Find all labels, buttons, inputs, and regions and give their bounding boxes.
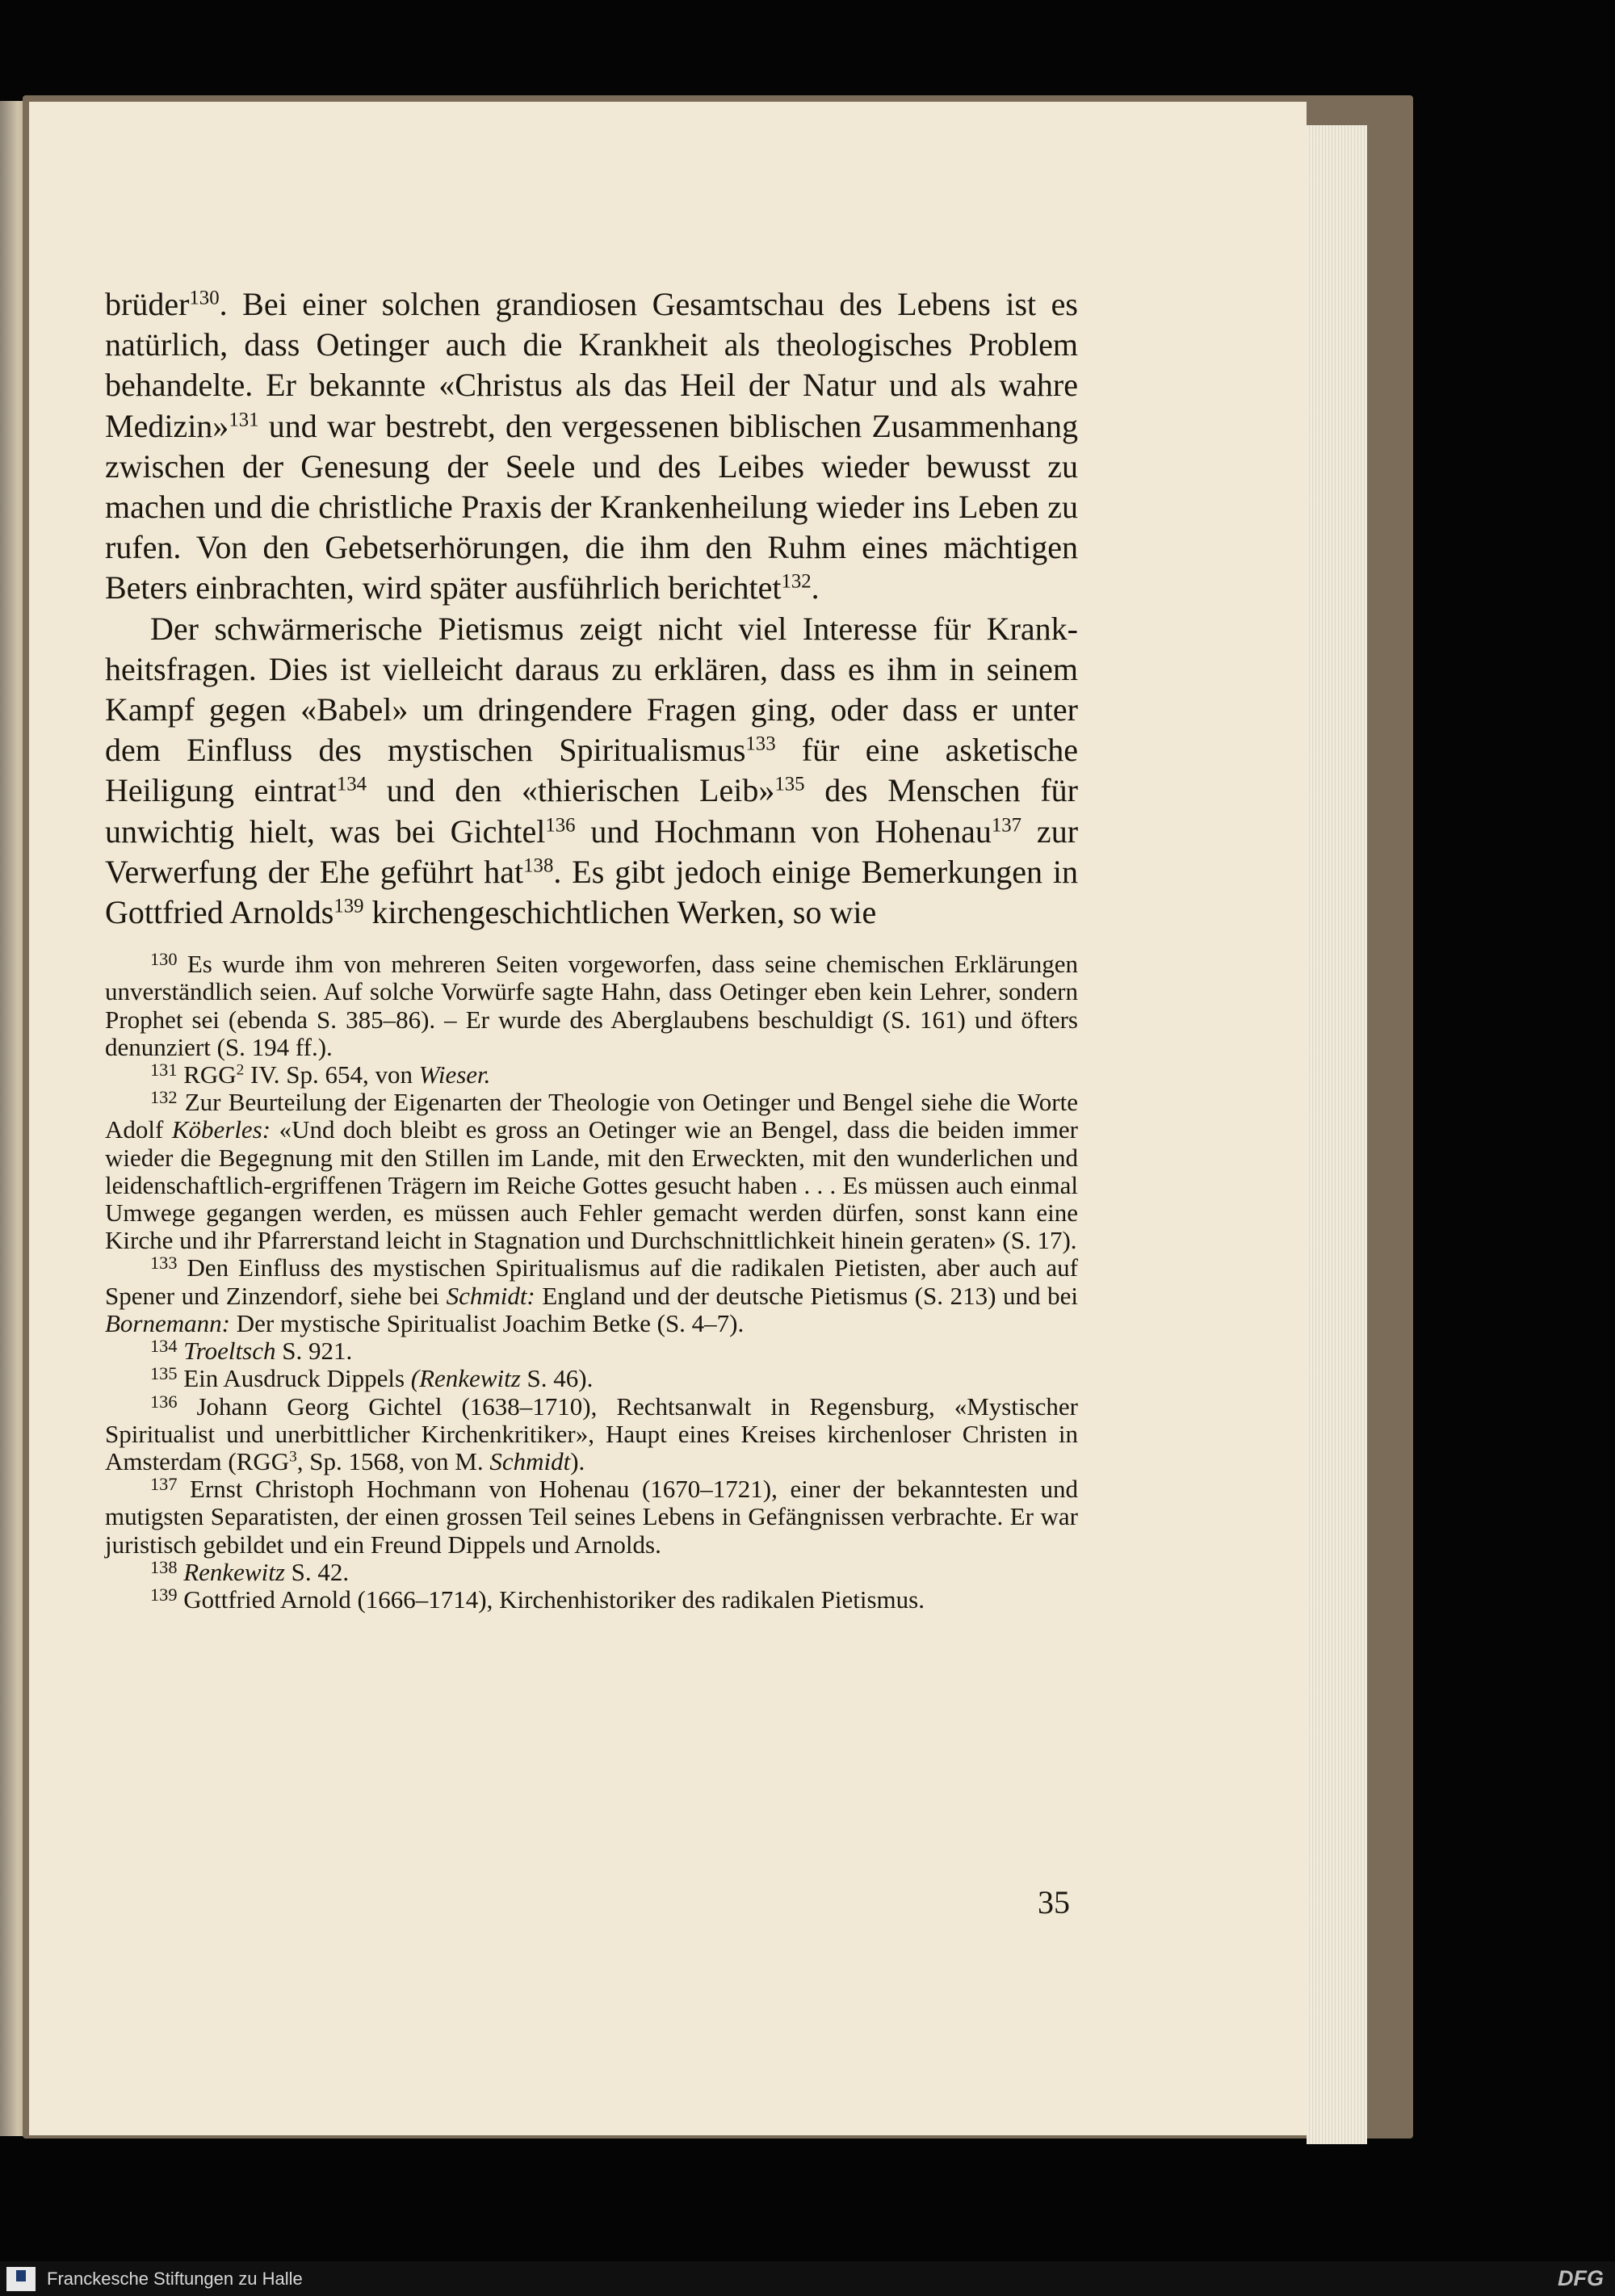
footnote-130: $^{130}$ Es wurde ihm von mehreren Seiten vorgeworfen, dass seine chemischen Erklärungen unverständlich seien. Auf solche Vorwürfe sagte Hahn, dass Oetinger eben kein Lehrer, sondern Prophet sei (ebenda S. 385–86). – Er wurde des Aberglaubens beschuldigt (S. 161) und öfters denunziert (S. 194 ff.). (105, 949, 1079, 1061)
footnote-139: $^{139}$ Gottfried Arnold (1666–1714), Kirchenhistoriker des radikalen Pietismus. (150, 1585, 925, 1614)
footnote-134: $^{134}$ Troeltsch S. 921. (150, 1336, 353, 1366)
footnote-133: $^{133}$ Den Einfluss des mystischen Spiritualismus auf die radikalen Pietisten, aber auch auf Spener und Zinzendorf, siehe bei Schmidt: England und der deutsche Pietismus (S. 213) und bei Bornemann: Der mystische Spiritualist Joachim Betke (S. 4–7). (105, 1253, 1078, 1337)
footnote-131: $^{131}$ RGG$^2$ IV. Sp. 654, von Wieser. (150, 1060, 491, 1089)
footnote-132: $^{132}$ Zur Beurteilung der Eigenarten der Theologie von Oetinger und Bengel siehe die Worte Adolf Köberles: «Und doch bleibt es gross an Oetinger wie an Bengel, dass die beiden immer wieder die Begegnung mit den Stillen im Lande, mit den Erweckten, mit den wunderlichen und leidenschaftlich-ergriffenen Trägern im Reiche Gottes gesucht haben . . . Es müssen auch einmal Umwege gegangen werden, es müssen auch Fehler gemacht werden dürfen, sonst kann eine Kirche und ihr Pfarrerstand leicht in Stagnation und Durchschnittlichkeit hinein geraten» (S. 17). (105, 1087, 1079, 1255)
footnote-ref-130: 130 (189, 287, 220, 309)
paragraph-2: Der schwärmerische Pietismus zeigt nicht viel Interesse für Krankheitsfragen. Dies ist vielleicht daraus zu erklären, dass es ihm in seinem Kampf gegen «Babel» um dringendere Fragen ging, oder dass er unter dem Einfluss des mystischen Spiritualismus$^{133}$ für eine asketische Heiligung eintrat$^{134}$ und den «thierischen Leib»$^{135}$ des Menschen für unwichtig hielt, was bei Gichtel$^{136}$ und Hochmann von Hohenau$^{137}$ zur Verwerfung der Ehe geführt hat$^{138}$. Es gibt jedoch einige Bemerkungen in Gottfried Arnolds$^{139}$ kirchengeschichtlichen Werken, so wie (105, 610, 1079, 931)
footnote-ref-137: 137 (991, 814, 1022, 837)
paragraph-1: brüder$^{130}$. Bei einer solchen grandiosen Gesamtschau des Lebens ist es natürlich, dass Oetinger auch die Krankheit als theologisches Problem behandelte. Er bekannte «Christus als das Heil der Natur und als wahre Medizin»$^{131}$ und war bestrebt, den vergessenen biblischen Zusammenhang zwischen der Genesung der Seele und des Leibes wieder bewusst zu machen und die christliche Praxis der Krankenheilung wieder ins Leben zu rufen. Von den Gebetserhörungen, die ihm den Ruhm eines mächtigen Beters einbrachten, wird später ausführlich berichtet$^{132}$. (105, 286, 1078, 607)
institution-logo-icon (6, 2267, 36, 2291)
footnote-ref-136: 136 (545, 814, 576, 837)
footnote-ref-139: 139 (333, 895, 364, 917)
footnotes (105, 951, 1078, 1614)
footnote-ref-135: 135 (774, 773, 805, 795)
footnote-135: $^{135}$ Ein Ausdruck Dippels (Renkewitz S. 46). (150, 1363, 594, 1393)
footnote-ref-131: 131 (229, 408, 259, 430)
footnote-137: $^{137}$ Ernst Christoph Hochmann von Hohenau (1670–1721), einer der bekanntesten und mutigsten Separatisten, der einen grossen Teil seines Lebens in Gefängnissen verbrachte. Er war juristisch gebildet und ein Freund Dippels und Arnolds. (105, 1474, 1078, 1559)
footnote-136: $^{136}$ Johann Georg Gichtel (1638–1710), Rechtsanwalt in Regensburg, «Mystischer Spiritualist und unerbittlicher Kirchenkritiker», Haupt eines Kreises kirchenloser Christen in Amsterdam (RGG$^3$, Sp. 1568, von M. Schmidt). (105, 1391, 1078, 1475)
viewer-footer-bar (0, 2261, 1615, 2296)
page-stack-edge (1307, 125, 1367, 2144)
footnote-ref-132: 132 (781, 570, 812, 593)
footnote-138: $^{138}$ Renkewitz S. 42. (150, 1556, 350, 1586)
institution-name: Franckesche Stiftungen zu Halle (47, 2269, 303, 2289)
footnote-ref-133: 133 (745, 732, 776, 755)
footnote-ref-134: 134 (336, 773, 367, 795)
dfg-logo: DFG (1558, 2266, 1604, 2290)
footnote-ref-138: 138 (523, 854, 554, 877)
page-content (105, 284, 1078, 1614)
page-number: 35 (1038, 1884, 1070, 1920)
main-text (105, 284, 1078, 933)
